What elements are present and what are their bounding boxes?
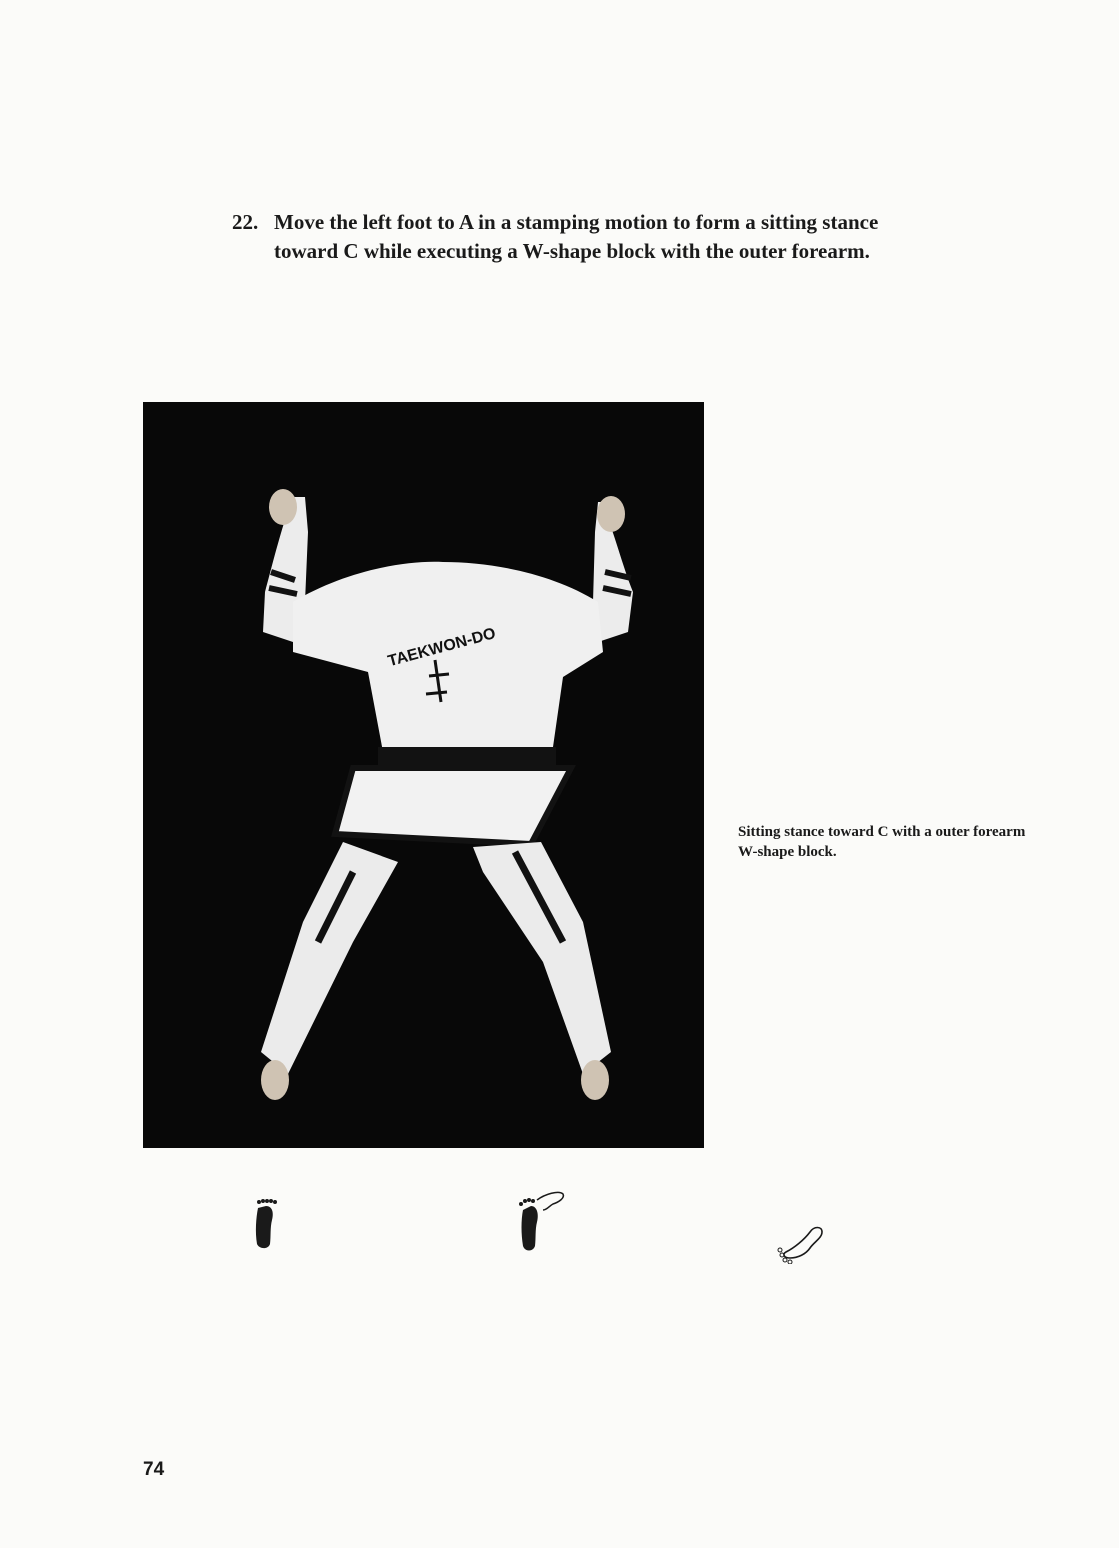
instruction-step <box>232 208 922 266</box>
photo-caption: Sitting stance toward C with a outer forearm W-shape block. <box>738 824 1026 860</box>
back-emblem-text: TAEKWON-DO <box>386 625 498 671</box>
foot-solid-with-outline-icon <box>515 1188 567 1254</box>
foot-outline-icon <box>776 1222 826 1264</box>
left-foot-solid-icon <box>252 1198 282 1250</box>
page-number: 74 <box>143 1459 165 1480</box>
technique-photo <box>143 402 704 1148</box>
step-text: Move the left foot to A in a stamping motion to form a sitting stance toward C while executing a W-shape block with the outer forearm. <box>274 210 879 263</box>
step-number: 22. <box>232 210 259 234</box>
